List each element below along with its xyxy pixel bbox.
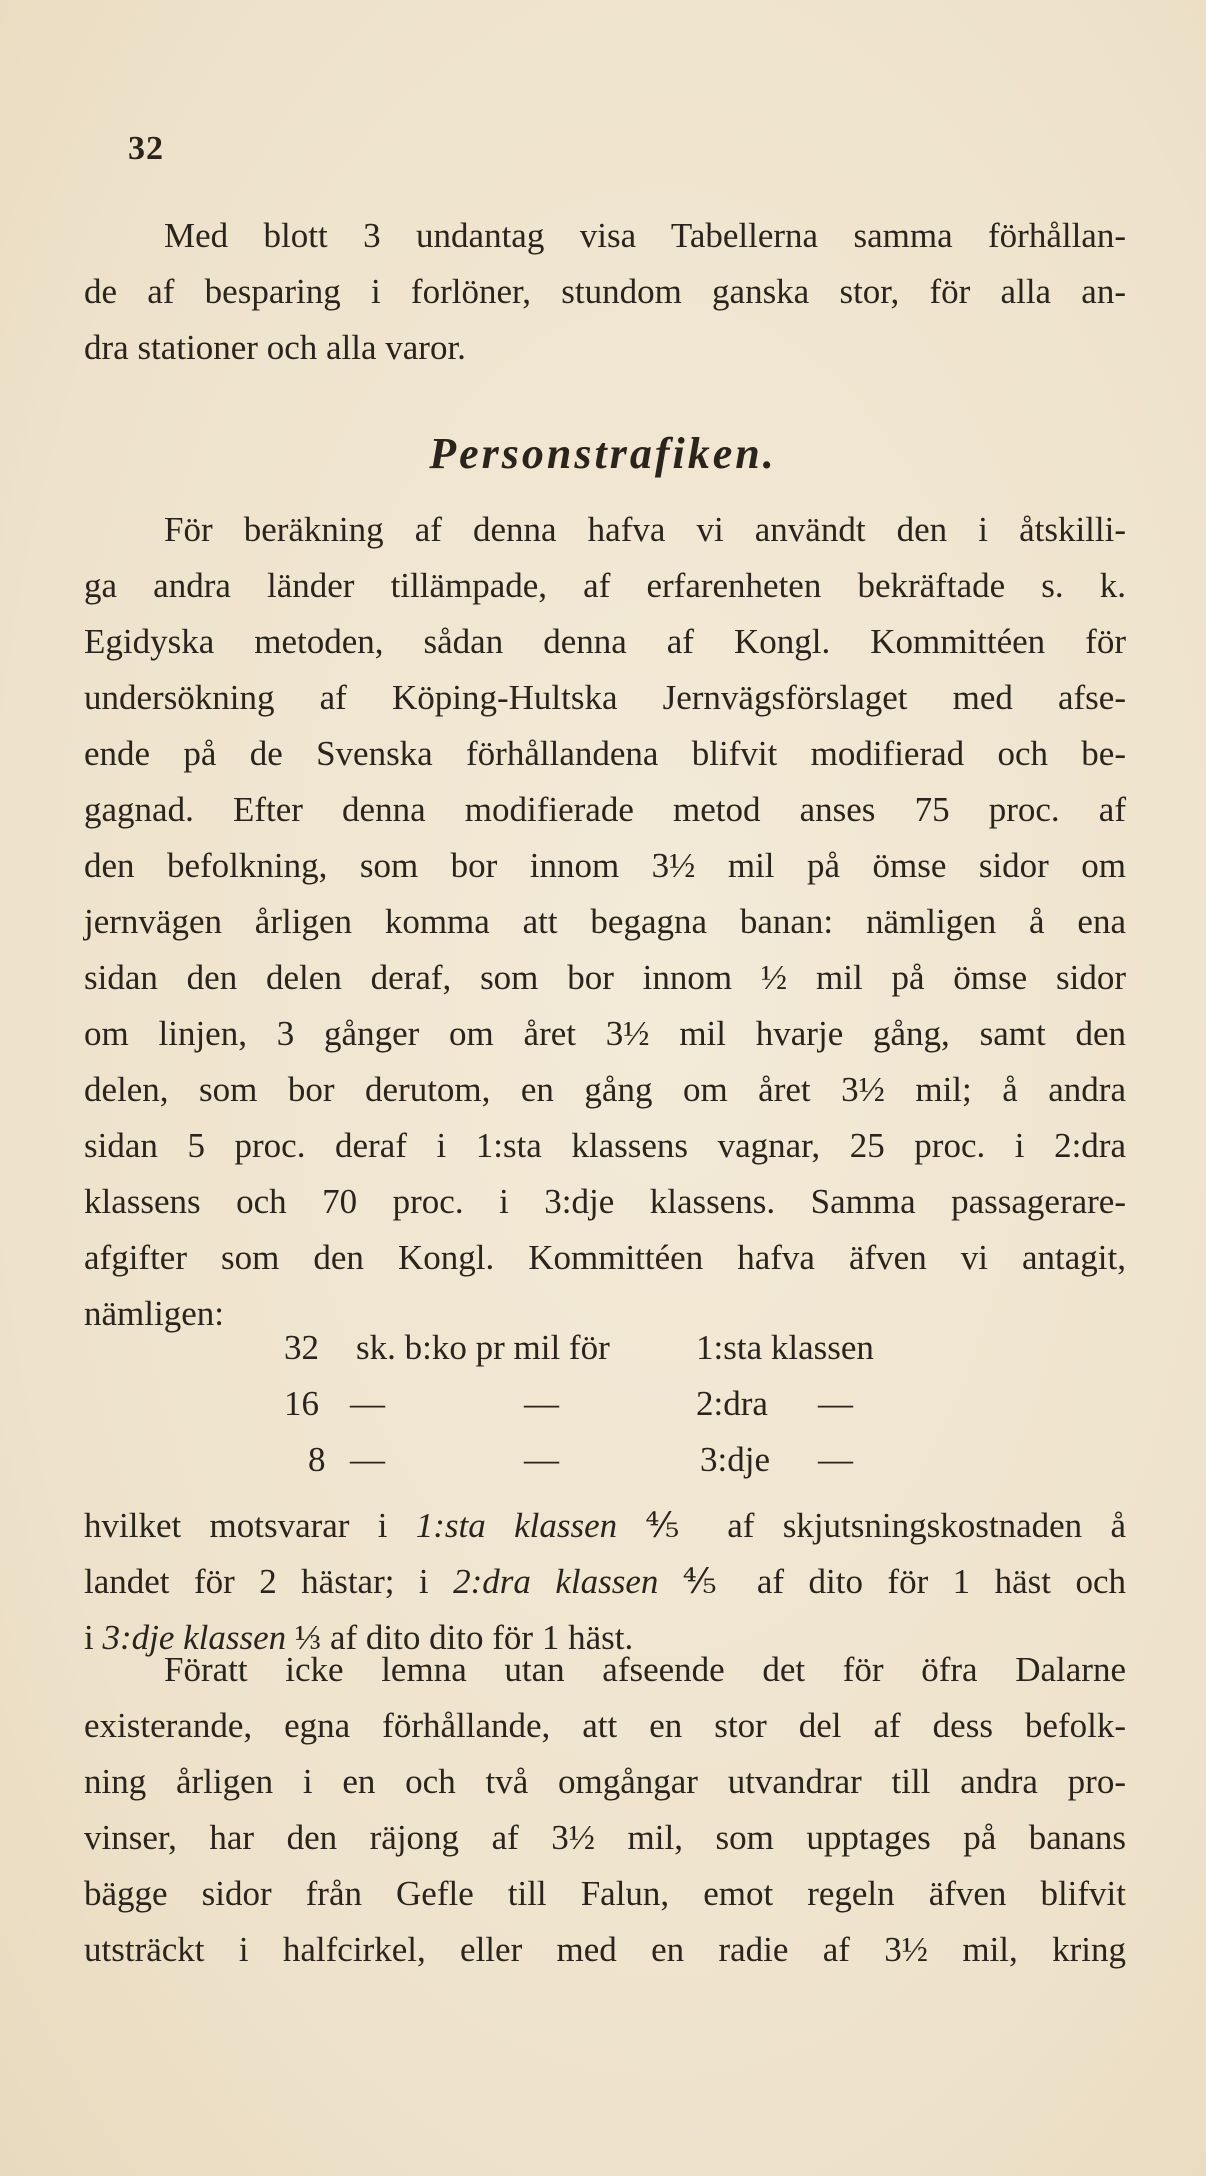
- text-line: ga andra länder tillämpade, af erfarenheten bekräftade s. k.: [84, 566, 1126, 605]
- text-line: delen, som bor derutom, en gång om året 3½ mil; å andra: [84, 1070, 1126, 1109]
- ditto-mark: —: [350, 1384, 385, 1423]
- text-line: sidan 5 proc. deraf i 1:sta klassens vagnar, 25 proc. i 2:dra: [84, 1126, 1126, 1165]
- text-line: om linjen, 3 gånger om året 3½ mil hvarje gång, samt den: [84, 1014, 1126, 1053]
- text-line: nämligen:: [84, 1294, 224, 1333]
- text-line: afgifter som den Kongl. Kommittéen hafva äfven vi antagit,: [84, 1238, 1126, 1277]
- paragraph-intro: [84, 208, 1126, 376]
- text-line: i 3:dje klassen ⅓ af dito dito för 1 häst.: [84, 1618, 634, 1657]
- text-line: Egidyska metoden, sådan denna af Kongl. Kommittéen för: [84, 622, 1126, 661]
- text-line: gagnad. Efter denna modifierade metod anses 75 proc. af: [84, 790, 1126, 829]
- text-line: sidan den delen deraf, som bor innom ½ mil på ömse sidor: [84, 958, 1126, 997]
- text-line: den befolkning, som bor innom 3½ mil på ömse sidor om: [84, 846, 1126, 885]
- fare-unit: sk. b:ko pr mil för: [356, 1328, 610, 1367]
- text-line: ning årligen i en och två omgångar utvandrar till andra pro-: [84, 1762, 1126, 1801]
- text-line: vinser, har den räjong af 3½ mil, som upptages på banans: [84, 1818, 1126, 1857]
- ditto-mark: —: [818, 1384, 853, 1423]
- fare-amount: 32: [284, 1328, 319, 1367]
- class-term: 3:dje klassen: [102, 1618, 287, 1657]
- class-term: 2:dra klassen: [453, 1562, 659, 1601]
- fare-class: 3:dje: [700, 1440, 770, 1479]
- text-line: Med blott 3 undantag visa Tabellerna samma förhållan-: [164, 216, 1126, 255]
- fare-class: 1:sta klassen: [696, 1328, 874, 1367]
- text-line: dra stationer och alla varor.: [84, 328, 466, 367]
- ditto-mark: —: [350, 1440, 385, 1479]
- text-line: existerande, egna förhållande, att en stor del af dess befolk-: [84, 1706, 1126, 1745]
- paragraph-method: [84, 502, 1126, 1342]
- text-line: hvilket motsvarar i 1:sta klassen ⅘ af skjutsningskostnaden å: [84, 1506, 1126, 1545]
- ditto-mark: —: [524, 1440, 559, 1479]
- page-number: 32: [128, 130, 164, 167]
- text-line: jernvägen årligen komma att begagna banan: nämligen å ena: [84, 902, 1126, 941]
- section-heading: Personstrafiken.: [429, 429, 777, 478]
- fare-amount: 16: [284, 1384, 319, 1423]
- paragraph-dalarna: [84, 1642, 1126, 1978]
- text-line: undersökning af Köping-Hultska Jernvägsförslaget med afse-: [84, 678, 1126, 717]
- text-line: För beräkning af denna hafva vi användt den i åtskilli-: [164, 510, 1126, 549]
- text-line: de af besparing i forlöner, stundom ganska stor, för alla an-: [84, 272, 1126, 311]
- text-line: utsträckt i halfcirkel, eller med en radie af 3½ mil, kring: [84, 1930, 1126, 1969]
- text-line: bägge sidor från Gefle till Falun, emot regeln äfven blifvit: [84, 1874, 1126, 1913]
- paragraph-equivalence: [84, 1498, 1126, 1666]
- fare-amount: 8: [308, 1440, 326, 1479]
- fare-class: 2:dra: [696, 1384, 768, 1423]
- text-line: landet för 2 hästar; i 2:dra klassen ⅘ af dito för 1 häst och: [84, 1562, 1126, 1601]
- text-line: klassens och 70 proc. i 3:dje klassens. Samma passagerare-: [84, 1182, 1126, 1221]
- class-term: 1:sta klassen: [415, 1506, 618, 1545]
- ditto-mark: —: [524, 1384, 559, 1423]
- text-line: Föratt icke lemna utan afseende det för öfra Dalarne: [164, 1650, 1126, 1689]
- ditto-mark: —: [818, 1440, 853, 1479]
- text-line: ende på de Svenska förhållandena blifvit modifierad och be-: [84, 734, 1126, 773]
